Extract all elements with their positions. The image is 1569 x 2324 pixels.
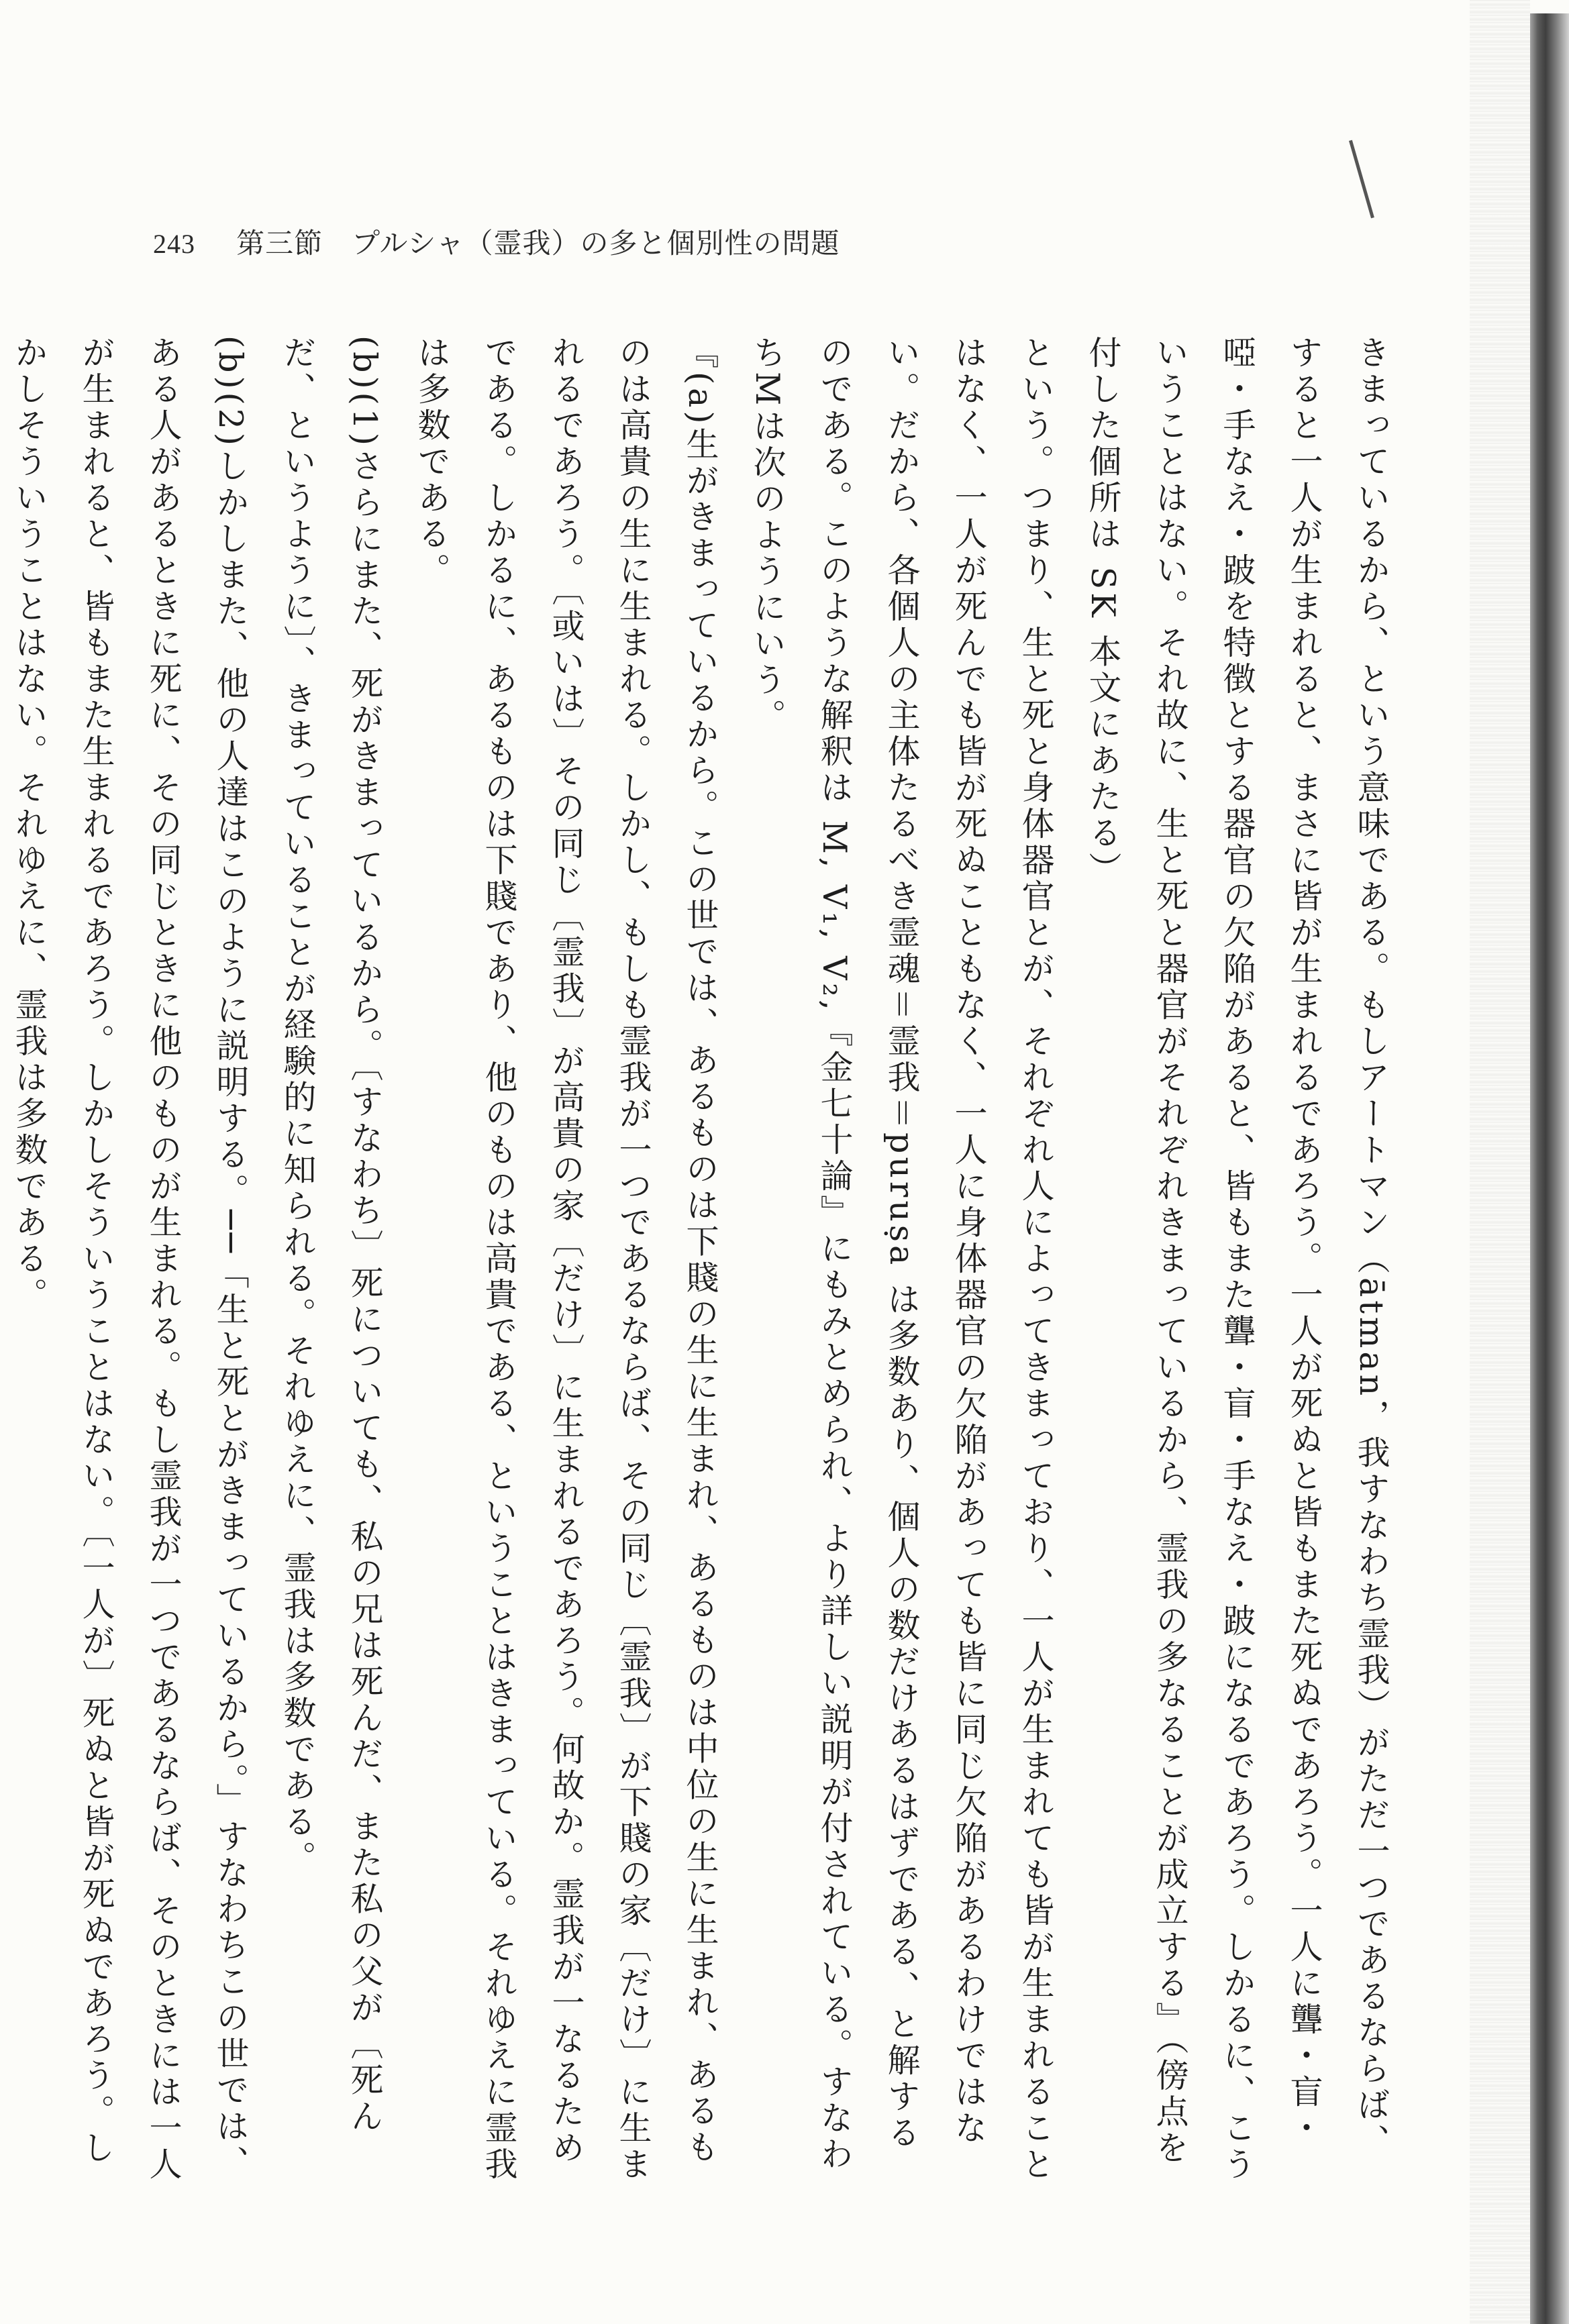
paragraph-explanation: という。つまり、生と死と身体器官とが、それぞれ人によってきまっており、一人が生まれても皆が生まれることはなく、一人が死んでも皆が死ぬこともなく、一人に身体器官の欠陥があっても皆に同じ欠陥があるわけではない。だから、各個人の主体たるべき霊魂＝霊我＝puruṣa は多数あり、個人の数だけあるはずである、と解するのである。このような解釈は M, V₁, V₂,『金七十論』にもみとめられ、より詳しい説明が付されている。すなわちMは次のようにいう。 <box>748 335 1055 2183</box>
stray-pencil-mark <box>1349 140 1374 219</box>
paragraph-a-birth: 『(a)生がきまっているから。この世では、あるものは下賤の生に生まれ、あるものは中位の生に生まれ、あるものは高貴の生に生まれる。しかし、もしも霊我が一つであるならば、その同じ〔霊我〕が下賤の家〔だけ〕に生まれるであろう。〔或いは〕その同じ〔霊我〕が高貴の家〔だけ〕に生まれるであろう。何故か。霊我が一なるためである。しかるに、あるものは下賤であり、他のものは高貴である、ということはきまっている。それゆえに霊我は多数である。 <box>413 335 719 2183</box>
page-edge-shadow <box>1470 0 1530 2324</box>
paragraph-b2-others: (b)(2)しかしまた、他の人達はこのように説明する。──「生と死とがきまっているから。」すなわちこの世では、ある人があるときに死に、その同じときに他のものが生まれる。もし霊我が一つであるならば、そのときには一人が生まれると、皆もまた生まれるであろう。しかしそういうことはない。〔一人が〕死ぬと皆が死ぬであろう。しかしそういうことはない。それゆえに、霊我は多数である。 <box>10 335 250 2183</box>
book-binding-edge <box>1530 13 1569 2324</box>
vertical-body-text <box>10 335 1405 2187</box>
paragraph-b1-death: (b)(1)さらにまた、死がきまっているから。〔すなわち〕死についても、私の兄は死んだ、また私の父が〔死んだ、というように〕、きまっていることが経験的に知られる。それゆえに、霊我は多数である。 <box>279 335 384 2135</box>
running-head-title: 第三節 プルシャ（霊我）の多と個別性の問題 <box>236 227 840 260</box>
paragraph-quote-end: きまっているから、という意味である。もしアートマン（ātman，我すなわち霊我）がただ一つであるならば、すると一人が生まれると、まさに皆が生まれるであろう。一人が死ぬと皆もまた死ぬであろう。一人に聾・盲・啞・手なえ・跛を特徴とする器官の欠陥があると、皆もまた聾・盲・手なえ・跛になるであろう。しかるに、こういうことはない。それ故に、生と死と器官がそれぞれきまっているから、霊我の多なることが成立する』（傍点を付した個所は SK 本文にあたる） <box>1084 335 1390 2183</box>
page-number: 243 <box>153 229 195 259</box>
running-head <box>153 221 840 262</box>
